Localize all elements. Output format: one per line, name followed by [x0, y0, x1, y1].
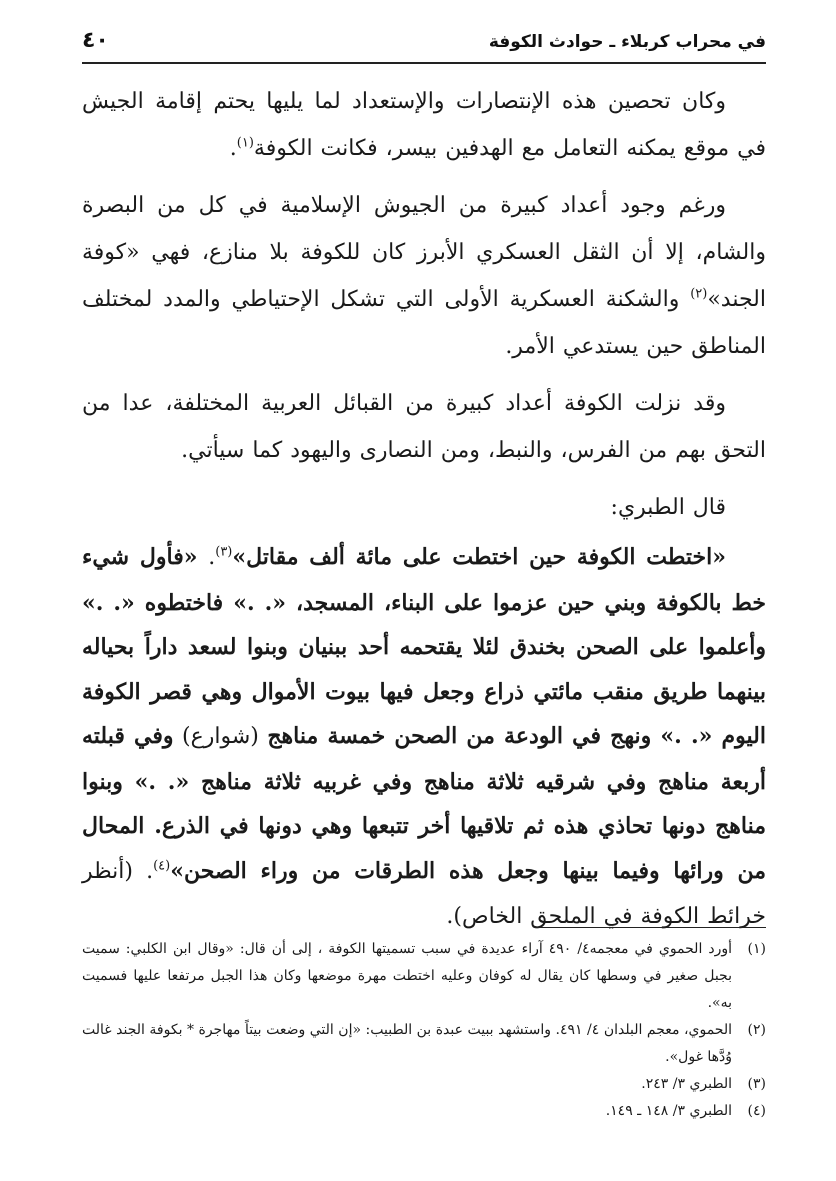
footnote-number: (٢): [747, 1022, 766, 1038]
paragraph-3: [82, 380, 766, 474]
footnote-text: الحموي، معجم البلدان ٤/ ٤٩١. واستشهد ببيت عبدة بن الطبيب: «إن التي وضعت بيتاً مهاجرة * بكوفة الجند غالت وُدَّها غول».: [82, 1022, 733, 1065]
quote-period: .: [208, 545, 216, 570]
paragraph-4-text: قال الطبري:: [610, 495, 726, 520]
footnote-ref-2[interactable]: (٢): [690, 286, 708, 302]
paragraph-3-text: وقد نزلت الكوفة أعداد كبيرة من القبائل العربية المختلفة، عدا من التحق بهم من الفرس، والنبط، ومن النصارى واليهود كما سيأتي.: [82, 391, 766, 463]
quote-paragraph: [82, 535, 766, 940]
footnote-ref-1[interactable]: (١): [236, 135, 254, 151]
footnote-number: (٤): [747, 1103, 766, 1119]
quote-part-3: وفي قبلته أربعة مناهج وفي شرقيه ثلاثة مناهج وفي غربيه ثلاثة مناهج «. .» وبنوا مناهج دونها تحاذي هذه ثم تلاقيها أخر تتبعها وهي دونها في الذرع. المحال من ورائها وفيما بينها وجعل هذه الطرقات من وراء الصحن»: [82, 723, 766, 884]
paragraph-1: [82, 78, 766, 172]
page-number: ٤٠: [82, 28, 109, 53]
footnote-1: [82, 936, 766, 1017]
paragraph-2-text: ورغم وجود أعداد كبيرة من الجيوش الإسلامية في كل من البصرة والشام، إلا أن الثقل العسكري الأبرز كان للكوفة بلا منازع، فهي «كوفة الجند»: [82, 193, 767, 312]
quote-part-2-text: «فأول شيء خط بالكوفة وبني حين عزموا على البناء، المسجد، «. .» فاختطوه «. .» وأعلموا على الصحن بخندق لئلا يقتحمه أحد ببنيان وبنوا لسعد داراً بحياله بينهما طريق منقب مائتي ذراع وجعل فيها بيوت الأموال وهي قصر الكوفة اليوم «. .» ونهج في الودعة من الصحن خمسة مناهج: [82, 544, 766, 749]
footnote-text: الطبري ٣/ ٢٤٣.: [641, 1076, 732, 1092]
footnote-2: [82, 1017, 766, 1071]
header-title: في محراب كربلاء ـ حوادث الكوفة: [488, 32, 766, 52]
footnote-3: [82, 1071, 766, 1098]
footnotes: [82, 936, 766, 1125]
running-header: [82, 26, 766, 64]
footnote-text: الطبري ٣/ ١٤٨ ـ ١٤٩.: [605, 1103, 732, 1119]
quote-part-1: «اختطت الكوفة حين اختطت على مائة ألف مقاتل»: [232, 544, 726, 570]
body-text: [82, 78, 766, 950]
footnote-number: (٣): [747, 1076, 766, 1092]
footnote-text: أورد الحموي في معجمه٤/ ٤٩٠ آراء عديدة في سبب تسميتها الكوفة ، إلى أن قال: «وقال ابن الكلبي: سميت بجبل صغير في وسطها كان يقال له كوفان وعليه اختطت مهرة موضعها وكان هذا الجبل مرتفعا عليها فسميت به».: [82, 941, 732, 1011]
footnote-number: (١): [747, 941, 766, 957]
footnote-ref-4[interactable]: (٤): [153, 858, 171, 874]
quote-paren: (شوارع): [173, 724, 268, 749]
footnote-4: [82, 1098, 766, 1125]
paragraph-1-end: .: [229, 136, 237, 161]
quote-tail: . (أنظر خرائط الكوفة في الملحق الخاص).: [82, 858, 766, 929]
paragraph-2: [82, 182, 766, 370]
paragraph-2-end: والشكنة العسكرية الأولى التي تشكل الإحتياطي والمدد لمختلف المناطق حين يستدعي الأمر.: [82, 287, 766, 359]
paragraph-1-text: وكان تحصين هذه الإنتصارات والإستعداد لما يليها يحتم إقامة الجيش في موقع يمكنه التعامل مع الهدفين بيسر، فكانت الكوفة: [82, 89, 766, 161]
quote-part-2: [82, 544, 766, 749]
footnote-ref-3[interactable]: (٣): [215, 544, 233, 560]
footnote-separator: [534, 927, 766, 928]
paragraph-4: [82, 484, 766, 531]
